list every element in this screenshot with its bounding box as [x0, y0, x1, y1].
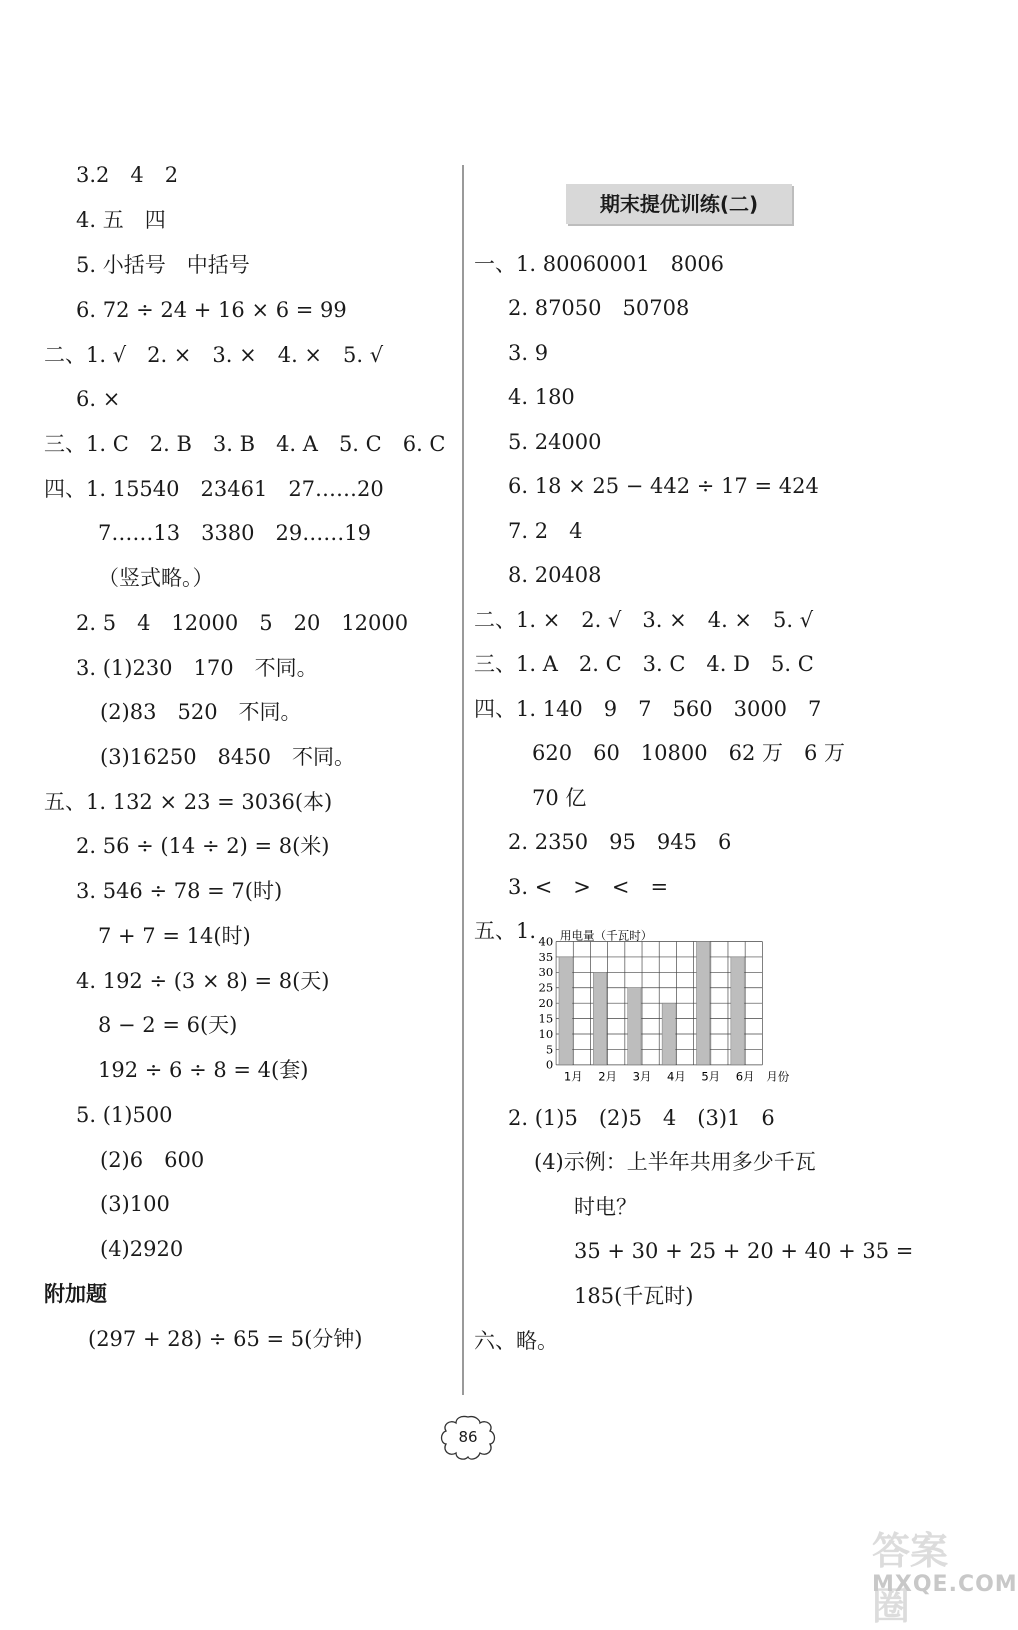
y-tick-label: 25 — [538, 980, 554, 995]
x-tick-label: 4月 — [666, 1069, 686, 1084]
answer-line: 五、1. 132 × 23 = 3036(本) — [44, 790, 333, 814]
section-title: 期末提优训练(二) — [566, 184, 792, 224]
y-tick-label: 35 — [538, 949, 554, 964]
answer-line: 四、1. 140 9 7 560 3000 7 — [474, 697, 822, 721]
answer-line: 2. (1)5 (2)5 4 (3)1 6 — [508, 1106, 775, 1130]
y-tick-label: 20 — [538, 996, 554, 1011]
bar-3月 — [628, 988, 641, 1065]
answer-line: 4. 五 四 — [76, 208, 166, 232]
answer-line: 2. 2350 95 945 6 — [508, 830, 732, 854]
answer-line: 二、1. √ 2. × 3. × 4. × 5. √ — [44, 343, 384, 367]
answer-line: 3.2 4 2 — [76, 163, 179, 187]
answer-line: 192 ÷ 6 ÷ 8 = 4(套) — [98, 1058, 309, 1082]
y-tick-label: 10 — [538, 1026, 554, 1041]
answer-line: 5. 24000 — [508, 430, 602, 454]
answer-line: 6. 72 ÷ 24 + 16 × 6 = 99 — [76, 298, 347, 322]
answer-line: (2)6 600 — [100, 1148, 205, 1172]
answer-line: 三、1. C 2. B 3. B 4. A 5. C 6. C — [44, 432, 446, 456]
bar-2月 — [593, 972, 606, 1065]
y-tick-label: 0 — [545, 1057, 554, 1072]
answer-line: 4. 192 ÷ (3 × 8) = 8(天) — [76, 969, 330, 993]
answer-line: 3. 546 ÷ 78 = 7(时) — [76, 879, 283, 903]
y-tick-label: 15 — [538, 1011, 554, 1026]
answer-line: 7. 2 4 — [508, 519, 583, 543]
bonus-heading: 附加题 — [44, 1282, 107, 1306]
answer-line: (2)83 520 不同。 — [100, 700, 302, 724]
watermark — [772, 1512, 1018, 1628]
answer-line: 五、1. — [474, 919, 537, 943]
answer-line: 2. 5 4 12000 5 20 12000 — [76, 611, 409, 635]
x-tick-label: 5月 — [701, 1069, 721, 1084]
bar-5月 — [696, 941, 709, 1064]
answer-line: 8 − 2 = 6(天) — [98, 1013, 238, 1037]
answer-line: (3)16250 8450 不同。 — [100, 745, 355, 769]
answer-line: (3)100 — [100, 1192, 170, 1216]
x-tick-label: 2月 — [598, 1069, 618, 1084]
electricity-bar-chart — [520, 928, 810, 1088]
answer-line: 620 60 10800 62 万 6 万 — [532, 741, 846, 765]
answer-line: 4. 180 — [508, 385, 575, 409]
answer-line: 185(千瓦时) — [574, 1284, 694, 1308]
answer-line: (4)示例：上半年共用多少千瓦 — [534, 1150, 816, 1174]
answer-line: 6. 18 × 25 − 442 ÷ 17 = 424 — [508, 474, 819, 498]
y-tick-label: 5 — [545, 1042, 554, 1057]
answer-line: 3. < > < = — [508, 875, 669, 899]
answer-line: 3. 9 — [508, 341, 549, 365]
answer-line: 6. × — [76, 387, 121, 411]
bar-6月 — [731, 957, 744, 1065]
answer-line: 35 + 30 + 25 + 20 + 40 + 35 = — [574, 1239, 914, 1263]
y-tick-label: 30 — [538, 965, 554, 980]
chart-y-ticks — [538, 934, 553, 1071]
chart-x-axis-label: 月份 — [766, 1069, 790, 1084]
chart-y-axis-label: 用电量（千瓦时） — [559, 928, 653, 943]
x-tick-label: 1月 — [563, 1069, 583, 1084]
page-number-badge — [440, 1413, 496, 1461]
x-tick-label: 6月 — [735, 1069, 755, 1084]
column-divider — [462, 165, 464, 1395]
answer-line: (297 + 28) ÷ 65 = 5(分钟) — [88, 1327, 363, 1351]
x-tick-label: 3月 — [632, 1069, 652, 1084]
chart-x-ticks — [564, 1069, 755, 1083]
answer-line: (4)2920 — [100, 1237, 184, 1261]
answer-line: 三、1. A 2. C 3. C 4. D 5. C — [474, 652, 814, 676]
answer-line: 六、略。 — [474, 1329, 558, 1353]
answer-line: 2. 56 ÷ (14 ÷ 2) = 8(米) — [76, 834, 330, 858]
answer-line: 5. 小括号 中括号 — [76, 253, 250, 277]
watermark-logo: 答案圈 — [872, 1529, 949, 1628]
answer-line: （竖式略。） — [98, 566, 214, 590]
answer-line: 2. 87050 50708 — [508, 296, 690, 320]
answer-line: 7……13 3380 29……19 — [98, 521, 371, 545]
page-number: 86 — [458, 1428, 478, 1446]
answer-line: 四、1. 15540 23461 27……20 — [44, 477, 384, 501]
answer-line: 二、1. × 2. √ 3. × 4. × 5. √ — [474, 608, 814, 632]
answer-line: 70 亿 — [532, 786, 587, 810]
bar-1月 — [559, 957, 572, 1065]
answer-line: 8. 20408 — [508, 563, 602, 587]
answer-line: 7 + 7 = 14(时) — [98, 924, 251, 948]
bar-4月 — [662, 1003, 675, 1065]
answer-line: 一、1. 80060001 8006 — [474, 252, 725, 276]
answer-line: 3. (1)230 170 不同。 — [76, 656, 318, 680]
watermark-site: MXQE.COM — [872, 1572, 1018, 1597]
y-tick-label: 40 — [538, 934, 554, 949]
answer-line: 时电？ — [574, 1195, 637, 1219]
answer-line: 5. (1)500 — [76, 1103, 173, 1127]
